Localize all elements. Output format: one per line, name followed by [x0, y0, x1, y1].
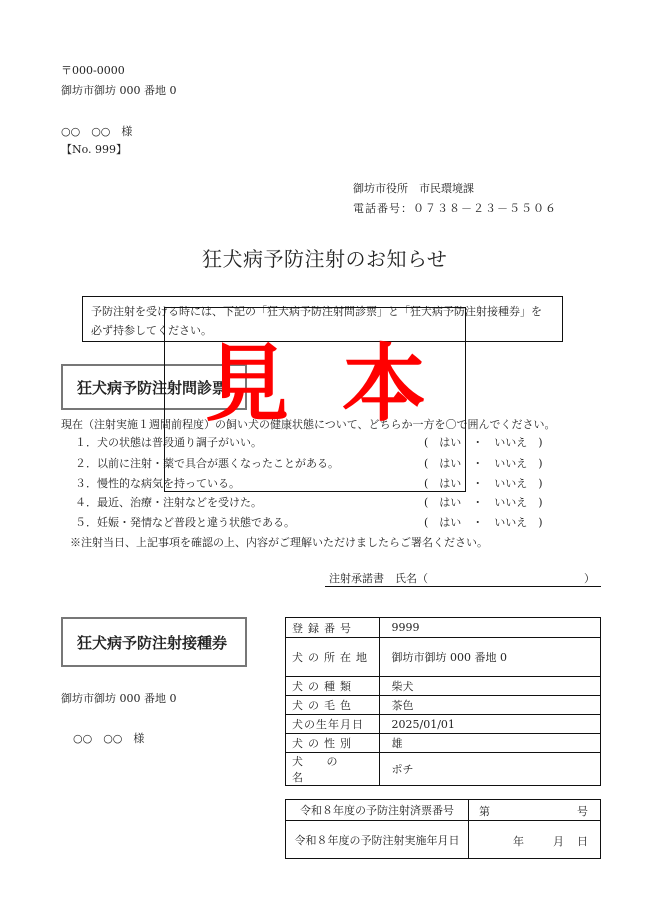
tag-number-label: 令和８年度の予防注射済票番号	[286, 800, 469, 821]
sender-office: 御坊市役所 市民環境課	[353, 182, 474, 195]
watermark-char-1: 見	[205, 334, 290, 433]
sender-phone: 電話番号：０７３８－２３－５５０６	[353, 202, 557, 215]
row-label: 犬の生年月日	[286, 715, 380, 734]
table-row	[286, 677, 601, 696]
ticket-heading-text: 狂犬病予防注射接種券	[77, 633, 228, 652]
notice-box	[82, 296, 563, 342]
page-title: 狂犬病予防注射のお知らせ	[202, 247, 448, 271]
row-value: 茶色	[379, 696, 601, 715]
answer-4[interactable]: ( はい ・ いいえ )	[424, 496, 543, 509]
registration-table	[285, 617, 601, 786]
table-row	[286, 638, 601, 677]
recipient-name: ○○ ○○ 様	[61, 125, 133, 138]
vaccination-date-field[interactable]	[469, 821, 601, 859]
answer-3[interactable]: ( はい ・ いいえ )	[424, 477, 543, 490]
answer-1[interactable]: ( はい ・ いいえ )	[424, 436, 543, 449]
month-label: 月	[553, 835, 564, 848]
recipient-address: 御坊市御坊 000 番地 0	[61, 84, 177, 97]
table-row	[286, 715, 601, 734]
row-value: 雄	[379, 734, 601, 753]
table-row	[286, 696, 601, 715]
row-value: ポチ	[379, 753, 601, 786]
table-row	[286, 734, 601, 753]
table-row	[286, 618, 601, 638]
row-label: 犬の種類	[286, 677, 380, 696]
row-label: 犬の毛色	[286, 696, 380, 715]
signature-close: ）	[584, 572, 595, 585]
tag-number-field[interactable]	[469, 800, 601, 821]
ticket-heading	[61, 617, 247, 667]
tag-prefix: 第	[479, 805, 490, 818]
questionnaire-heading-text: 狂犬病予防注射問診票	[77, 378, 228, 397]
watermark-char-2: 本	[342, 334, 427, 433]
signature-label: 注射承諾書 氏名（	[329, 572, 428, 585]
row-value: 2025/01/01	[379, 715, 601, 734]
year-label: 年	[513, 835, 524, 848]
questionnaire-intro: 現在（注射実施１週間前程度）の飼い犬の健康状態について、どちらか一方を〇で囲んでください。	[61, 418, 556, 431]
table-row	[286, 753, 601, 786]
row-value: 9999	[379, 618, 601, 638]
row-label: 犬の性別	[286, 734, 380, 753]
ticket-address: 御坊市御坊 000 番地 0	[61, 692, 177, 705]
recipient-number: 【No. 999】	[61, 143, 128, 156]
question-4: ４．最近、治療・注射などを受けた。	[75, 496, 262, 509]
row-value: 御坊市御坊 000 番地 0	[379, 638, 601, 677]
vaccination-date-label: 令和８年度の予防注射実施年月日	[286, 821, 469, 859]
signature-field[interactable]	[325, 570, 601, 587]
answer-2[interactable]: ( はい ・ いいえ )	[424, 457, 543, 470]
question-1: １．犬の状態は普段通り調子がいい。	[75, 436, 262, 449]
ticket-name: ○○ ○○ 様	[73, 732, 145, 745]
table-row	[286, 800, 601, 821]
notice-line-2: 必ず持参してください。	[91, 324, 212, 337]
tag-suffix: 号	[577, 805, 588, 818]
postal-code: 〒000-0000	[61, 64, 125, 77]
questionnaire-note: ※注射当日、上記事項を確認の上、内容がご理解いただけましたらご署名ください。	[70, 536, 488, 549]
notice-line-1: 予防注射を受ける時には、下記の「狂犬病予防注射問診票」と「狂犬病予防注射接種券」を	[91, 305, 542, 318]
row-label: 登録番号	[286, 618, 380, 638]
questionnaire-heading	[61, 364, 247, 410]
question-5: ５．妊娠・発情など普段と違う状態である。	[75, 516, 295, 529]
question-3: ３．慢性的な病気を持っている。	[75, 477, 240, 490]
row-label: 犬の所在地	[286, 638, 380, 677]
question-2: ２．以前に注射・薬で具合が悪くなったことがある。	[75, 457, 339, 470]
row-label: 犬 の 名	[286, 753, 380, 786]
vaccination-table	[285, 799, 601, 859]
row-value: 柴犬	[379, 677, 601, 696]
day-label: 日	[577, 835, 588, 848]
table-row	[286, 821, 601, 859]
answer-5[interactable]: ( はい ・ いいえ )	[424, 516, 543, 529]
